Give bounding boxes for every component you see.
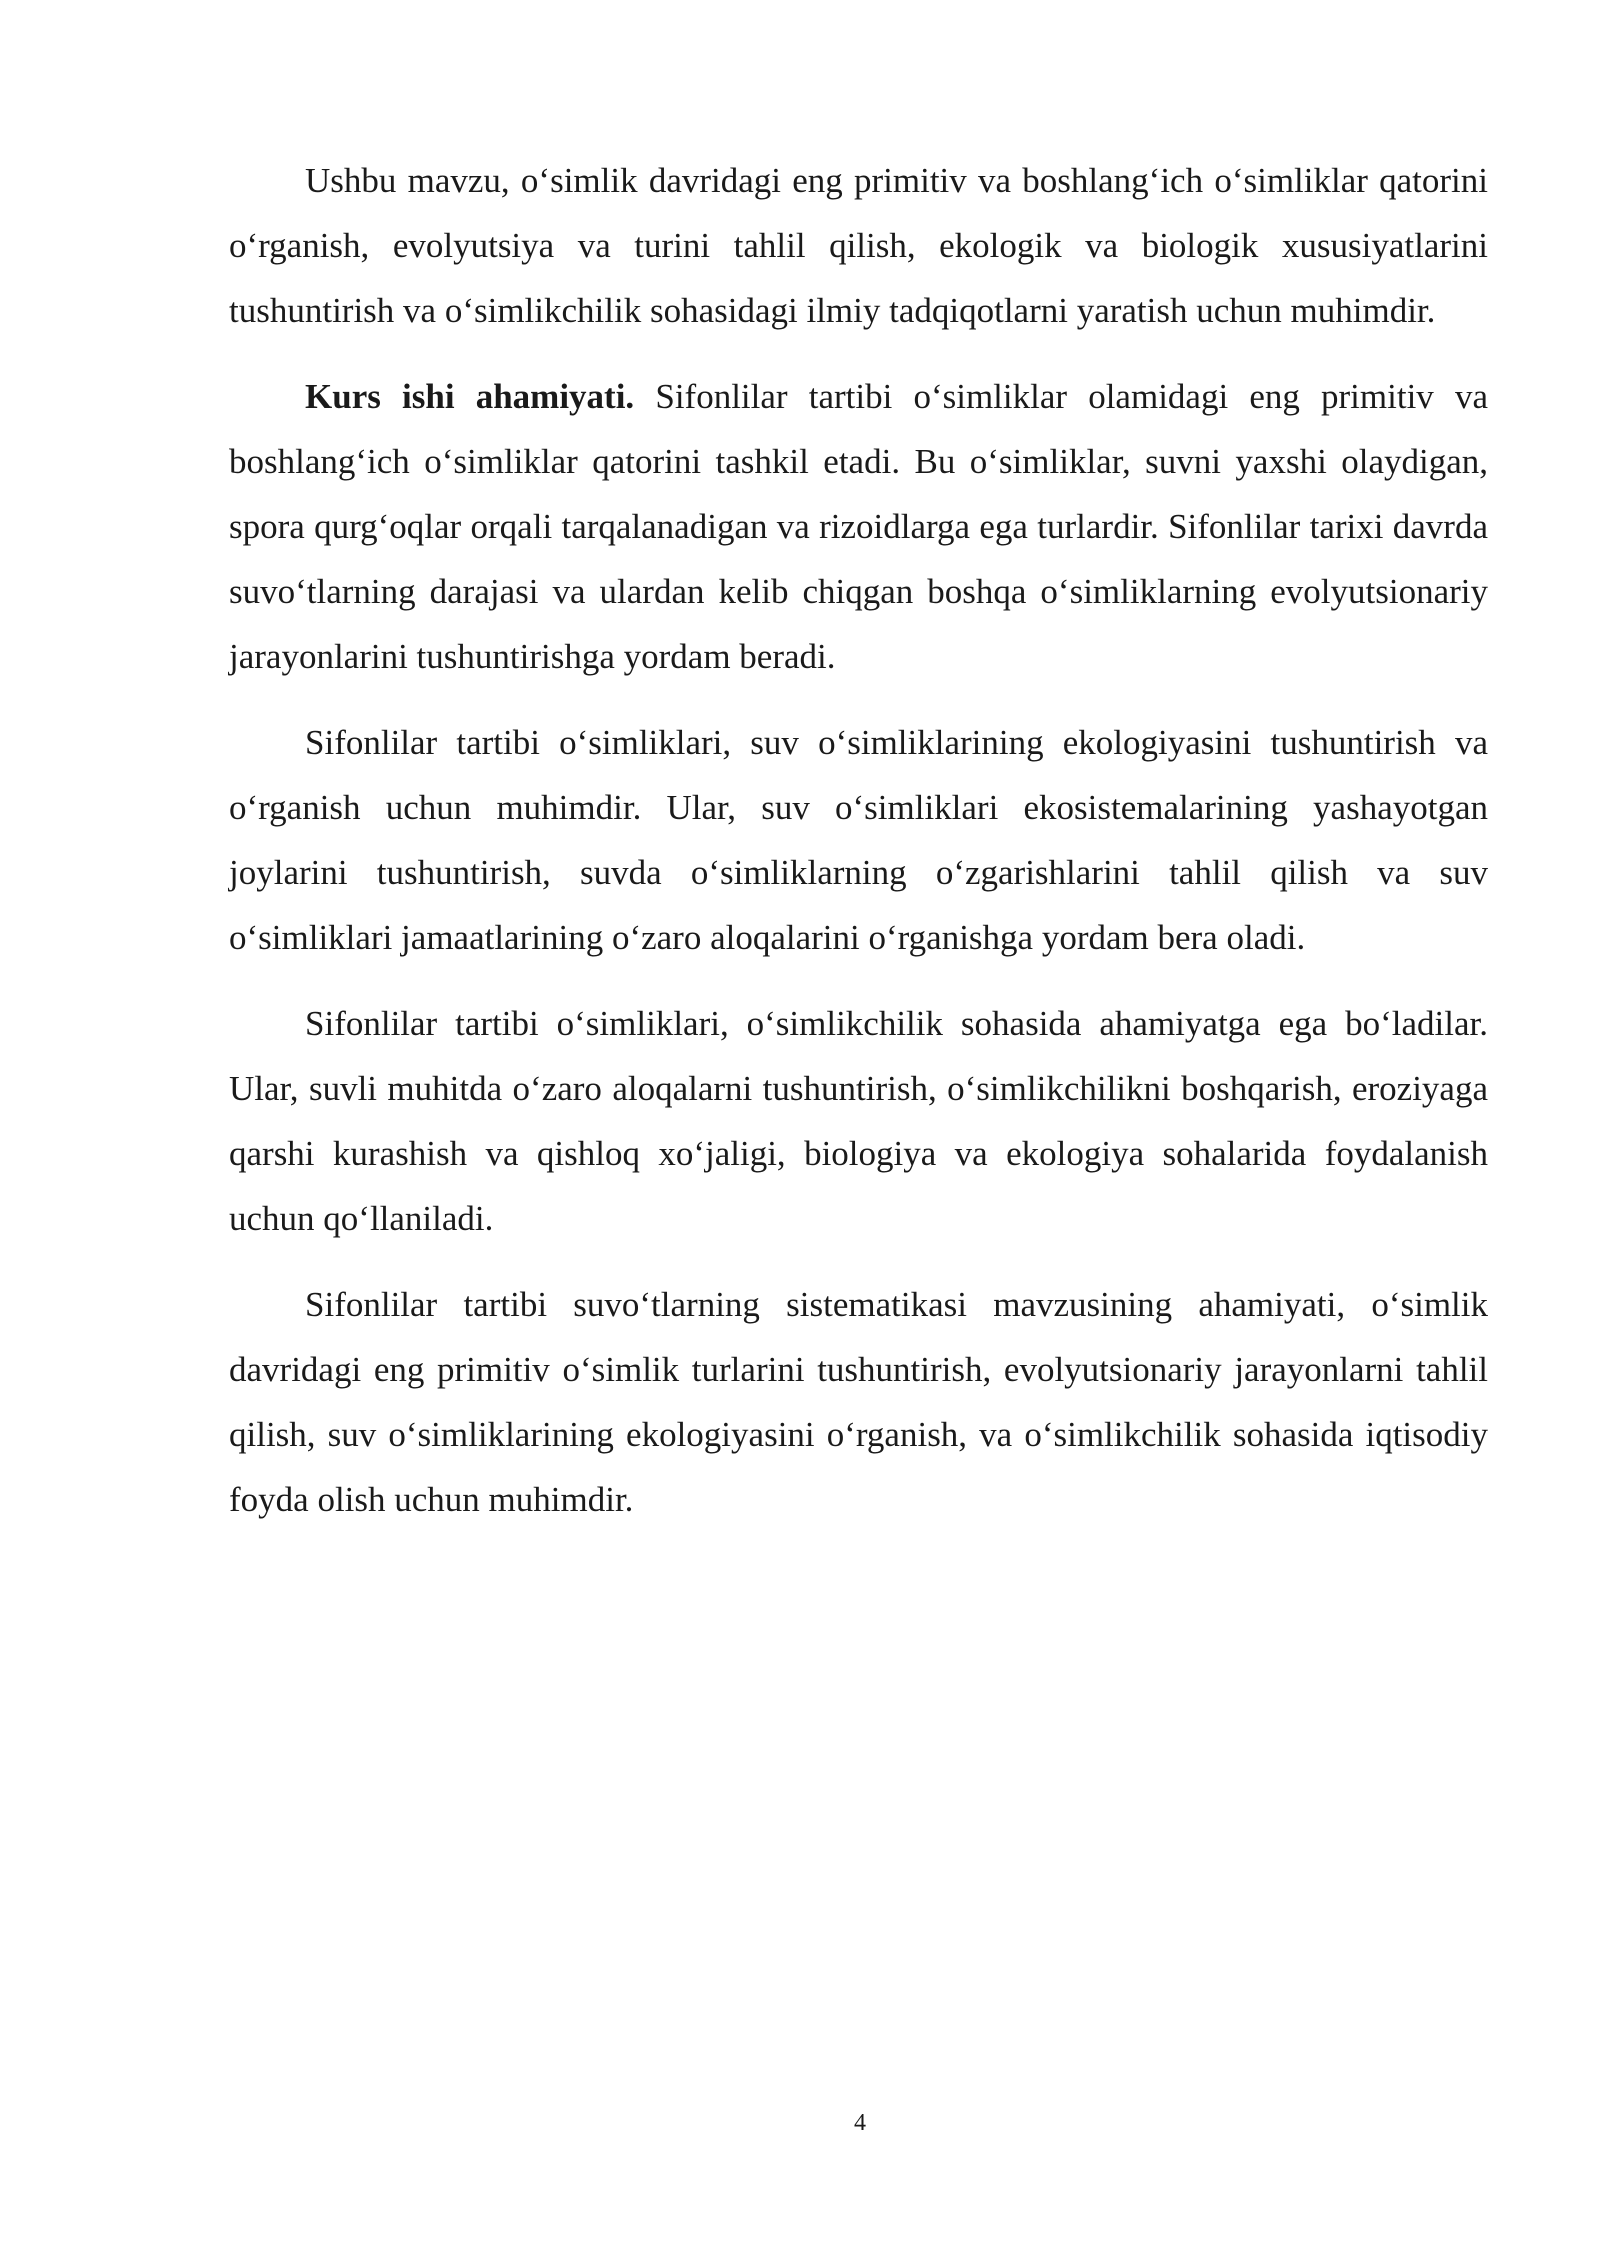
paragraph-4 [229, 991, 1488, 1251]
paragraph-5 [229, 1272, 1488, 1532]
paragraph-4-text: Sifonlilar tartibi o‘simliklari, o‘simlikchilik sohasida ahamiyatga ega bo‘ladilar. Ular, suvli muhitda o‘zaro aloqalarni tushuntirish, o‘simlikchilikni boshqarish, eroziyaga qarshi kurashish va qishloq xo‘jaligi, biologiya va ekologiya sohalarida foydalanish uchun qo‘llaniladi. [229, 1004, 1488, 1238]
page-number: 4 [854, 2110, 866, 2136]
paragraph-1 [229, 148, 1488, 343]
paragraph-5-text: Sifonlilar tartibi suvo‘tlarning sistematikasi mavzusining ahamiyati, o‘simlik davridagi eng primitiv o‘simlik turlarini tushuntirish, evolyutsionariy jarayonlarni tahlil qilish, suv o‘simliklarining ekologiyasini o‘rganish, va o‘simlikchilik sohasida iqtisodiy foyda olish uchun muhimdir. [229, 1285, 1488, 1519]
paragraph-3-text: Sifonlilar tartibi o‘simliklari, suv o‘simliklarining ekologiyasini tushuntirish va o‘rganish uchun muhimdir. Ular, suv o‘simliklari ekosistemalarining yashayotgan joylarini tushuntirish, suvda o‘simliklarning o‘zgarishlarini tahlil qilish va suv o‘simliklari jamaatlarining o‘zaro aloqalarini o‘rganishga yordam bera oladi. [229, 723, 1488, 957]
paragraph-2-text: Sifonlilar tartibi o‘simliklar olamidagi eng primitiv va boshlang‘ich o‘simliklar qatorini tashkil etadi. Bu o‘simliklar, suvni yaxshi olaydigan, spora qurg‘oqlar orqali tarqalanadigan va rizoidlarga ega turlardir. Sifonlilar tarixi davrda suvo‘tlarning darajasi va ulardan kelib chiqgan boshqa o‘simliklarning evolyutsionariy jarayonlarini tushuntirishga yordam beradi. [229, 377, 1488, 676]
paragraph-3 [229, 710, 1488, 970]
paragraph-2 [229, 364, 1488, 689]
paragraph-2-lead: Kurs ishi ahamiyati. [305, 377, 635, 416]
body-text [229, 148, 1488, 1553]
paragraph-1-text: Ushbu mavzu, o‘simlik davridagi eng primitiv va boshlang‘ich o‘simliklar qatorini o‘rganish, evolyutsiya va turini tahlil qilish, ekologik va biologik xususiyatlarini tushuntirish va o‘simlikchilik sohasidagi ilmiy tadqiqotlarni yaratish uchun muhimdir. [229, 161, 1488, 330]
